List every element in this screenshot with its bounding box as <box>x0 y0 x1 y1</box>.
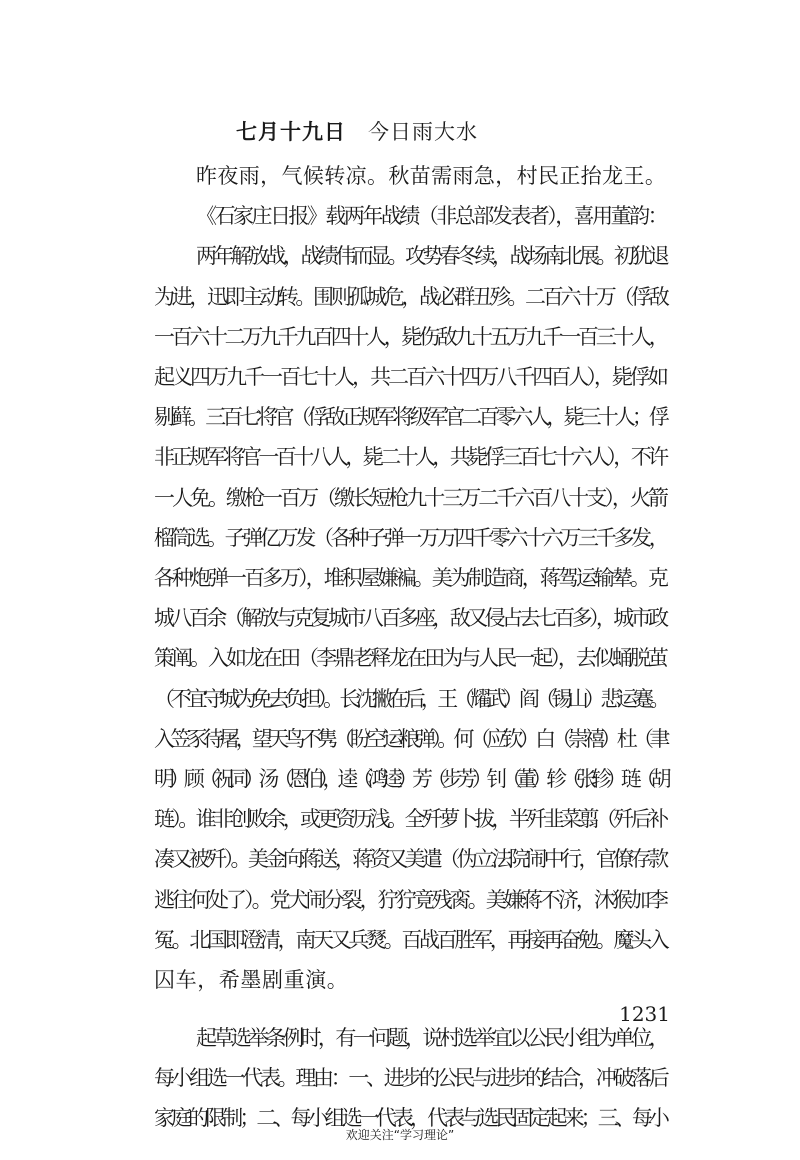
text-line: 策阐。入如龙在田（李鼎老释龙在田为与人民一起），去似蛹脱茧 <box>154 646 666 670</box>
entry-weather: 今日雨大水 <box>368 120 478 144</box>
text-line: （不宜守城为免去负担）。长沈撇在后，王（耀武）阎（锡山）悲运蹇。 <box>154 687 666 711</box>
text-line: 起义四万九千一百七十人，共二百六十四万八千四百人），毙俘如 <box>154 365 666 389</box>
text-line: 逃往何处了）。党犬闹分裂，狞狞竟残脔。美嫌蒋不济，沐猴加李 <box>154 888 666 912</box>
text-line: 入笠豕待屠，望天鸟不隽（盼空运粮弹）。何（应钦）白（崇禧）杜（聿 <box>154 727 666 751</box>
text-line: 两年解放战，战绩伟而显。攻势春冬续，战场南北展。初犹退 <box>196 244 667 268</box>
text-line: 明）顾（祝同）汤（恩伯），逵（鸿逵）芳（步芳）钊（董）轸（张轸）琏（胡 <box>154 767 666 791</box>
text-line: 一百六十二万九千九百四十人，毙伤敌九十五万九千一百三十人， <box>154 325 667 349</box>
text-line: 为进，迅即主动转。围则孤城危，战必群丑殄。二百六十万（俘敌 <box>154 285 667 309</box>
text-line: 琏）。谁非创败余，或更资历浅。全歼萝卜拔，半歼韭菜翦（歼后补 <box>154 807 666 831</box>
text-line: 冤。北国即澄清，南天又兵燹。百战百胜军，再接再奋勉。魔头入 <box>154 928 667 952</box>
text-line: 囚车，希墨剧重演。 <box>154 968 349 992</box>
text-line: 家庭的限制；二、每小组选一代表，代表与选民固定起来；三、每小 <box>154 1106 666 1130</box>
text-line: 起草选举条例时，有一问题，说村选举宜以公民小组为单位， <box>196 1026 667 1050</box>
text-line: 各种炮弹一百多万），堆积屋嫌褊。美为制造商，蒋驾运输辇。克 <box>154 566 666 590</box>
text-line: 每小组选一代表。理由：一、进步的公民与进步的结合，冲破落后 <box>154 1066 667 1090</box>
text-line: 一人免。缴枪一百万（缴长短枪九十三万二千六百八十支），火箭 <box>154 486 666 510</box>
text-line: 剔藓。三百七将官（俘敌正规军将级军官二百零六人，毙三十人；俘 <box>154 405 666 429</box>
footer-note: 欢迎关注“学习理论” <box>345 1128 455 1142</box>
page-number: 1231 <box>619 1002 670 1026</box>
text-line: 《石家庄日报》载两年战绩（非总部发表者），喜用董韵： <box>196 204 667 228</box>
text-line: 榴筒选。子弹亿万发（各种子弹一万万四千零六十六万三千多发， <box>154 526 667 550</box>
text-line: 城八百余（解放与克复城市八百多座，敌又侵占去七百多），城市政 <box>154 606 666 630</box>
text-line: 凑又被歼）。美金向蒋送，蒋资又美遣（伪立法院闹中行，官僚存款 <box>154 847 666 871</box>
entry-heading <box>236 116 478 146</box>
text-line: 非正规军将官一百十八人，毙二十人，共毙俘三百七十六人），不许 <box>154 445 666 469</box>
entry-date: 七月十九日 <box>236 120 346 144</box>
text-line: 昨夜雨，气候转凉。秋苗需雨急，村民正抬龙王。 <box>196 164 667 188</box>
